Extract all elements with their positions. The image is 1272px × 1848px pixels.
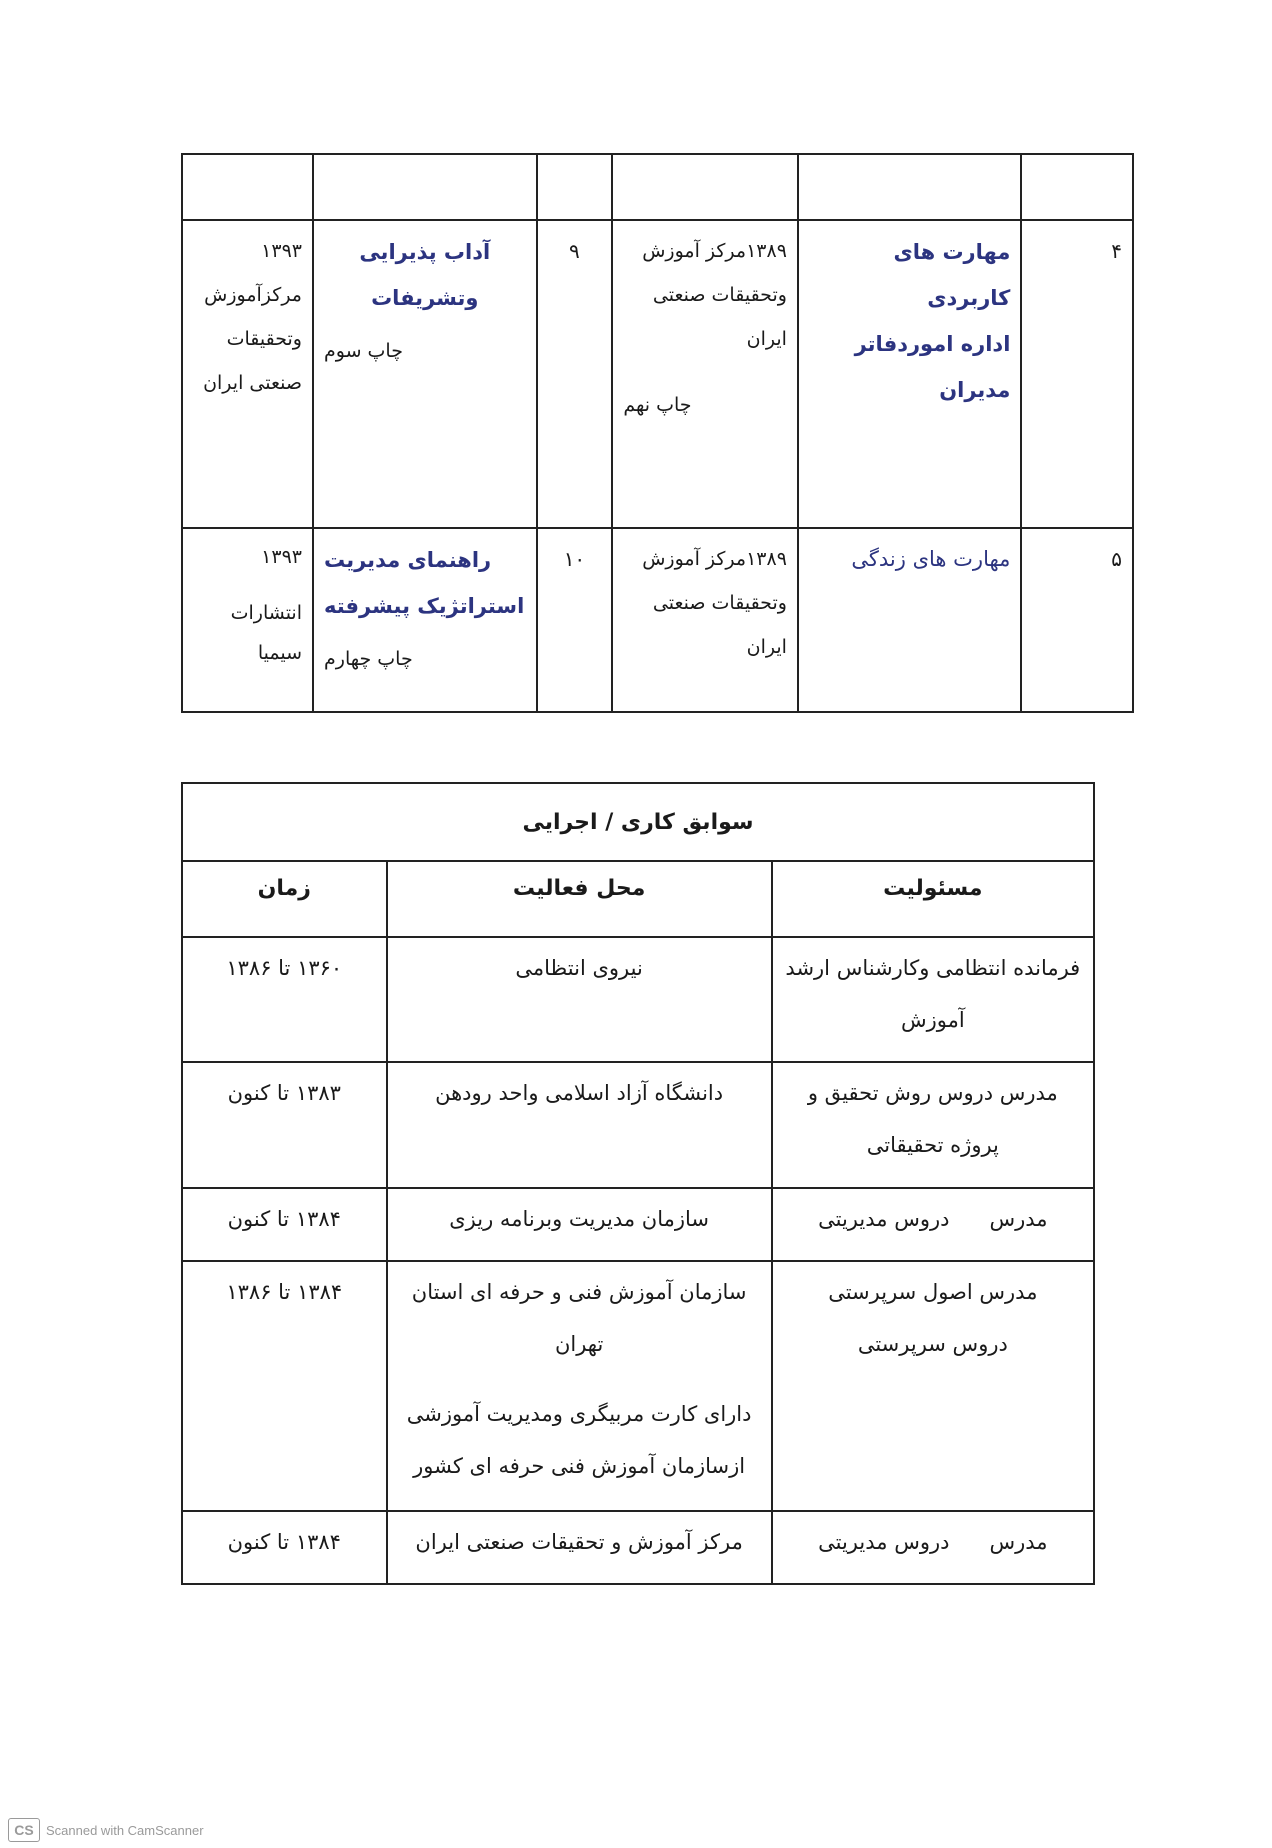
- table-row: [182, 1511, 1094, 1584]
- books-row-4: [182, 220, 1133, 528]
- time-cell: ۱۳۸۳ تا کنون: [182, 1062, 387, 1188]
- camscanner-logo: CS: [8, 1818, 40, 1842]
- publisher-line: مرکزآموزش: [204, 284, 302, 306]
- book-title-cell: [798, 220, 1021, 528]
- text-line: دروس سرپرستی: [857, 1332, 1008, 1356]
- table-row: [182, 937, 1094, 1062]
- work-title: سوابق کاری / اجرایی: [182, 783, 1094, 861]
- row-number: [1021, 220, 1133, 528]
- time-cell: ۱۳۸۴ تا کنون: [182, 1188, 387, 1261]
- text-line: آموزش: [900, 1008, 965, 1032]
- book-title: [799, 529, 1020, 589]
- place-cell: [387, 1062, 772, 1188]
- row-number-text: ۴: [1111, 239, 1122, 263]
- publisher-cell: [612, 528, 798, 712]
- publisher: [613, 529, 797, 677]
- responsibility-cell: [772, 1511, 1094, 1584]
- place-cell: [387, 937, 772, 1062]
- row-number: [1021, 528, 1133, 712]
- publisher-line: وتحقیقات صنعتی: [652, 592, 787, 614]
- place-cell: [387, 1511, 772, 1584]
- book-title: [799, 221, 1020, 421]
- responsibility-cell: [772, 1188, 1094, 1261]
- publisher: [613, 221, 797, 435]
- header-responsibility: مسئولیت: [772, 861, 1094, 937]
- publisher-cell: [182, 220, 313, 528]
- book-title-cell: [313, 528, 537, 712]
- text-part: دروس مدیریتی: [818, 1530, 950, 1554]
- edition: چاپ سوم: [324, 340, 403, 362]
- book-title-cell: [798, 528, 1021, 712]
- books-table: [181, 153, 1134, 713]
- edition: چاپ چهارم: [324, 648, 413, 670]
- book-title-line: اداره اموردفاتر مدیران: [854, 332, 1011, 402]
- book-title-line: آداب پذیرایی: [359, 240, 491, 264]
- books-cell: [1021, 154, 1133, 220]
- time-cell: ۱۳۸۴ تا ۱۳۸۶: [182, 1261, 387, 1511]
- table-row: [182, 1188, 1094, 1261]
- header-place: محل فعالیت: [387, 861, 772, 937]
- books-cell: [537, 154, 613, 220]
- books-cell: [313, 154, 537, 220]
- time-cell: ۱۳۸۴ تا کنون: [182, 1511, 387, 1584]
- publisher-line: ۱۳۸۹مرکز آموزش: [642, 548, 787, 570]
- row-number: [537, 220, 613, 528]
- text-line: ازسازمان آموزش فنی حرفه ای کشور: [413, 1454, 746, 1478]
- row-number: [537, 528, 613, 712]
- watermark-text: Scanned with CamScanner: [46, 1822, 204, 1838]
- text-part: مدرس: [989, 1530, 1048, 1554]
- header-time: زمان: [182, 861, 387, 937]
- text-part: دروس مدیریتی: [818, 1207, 950, 1231]
- publisher-line: صنعتی ایران: [203, 372, 302, 394]
- text-line: مرکز آموزش و تحقیقات صنعتی ایران: [415, 1530, 743, 1554]
- book-title: [314, 529, 536, 637]
- publisher-line: ۱۳۸۹مرکز آموزش: [642, 240, 787, 262]
- publisher-cell: [612, 220, 798, 528]
- publisher-line: ایران: [746, 328, 787, 350]
- books-empty-row: [182, 154, 1133, 220]
- place-cell: [387, 1261, 772, 1511]
- row-number-text: ۵: [1111, 547, 1122, 571]
- publisher-line: سیمیا: [257, 642, 302, 664]
- table-row: [182, 1062, 1094, 1188]
- book-title-line: مهارت های کاربردی: [893, 240, 1011, 310]
- camscanner-watermark: [8, 1818, 204, 1842]
- place-cell: [387, 1188, 772, 1261]
- books-cell: [182, 154, 313, 220]
- publisher-cell: [182, 528, 313, 712]
- book-title-line: راهنمای مدیریت: [324, 548, 492, 572]
- text-line: سازمان مدیریت وبرنامه ریزی: [449, 1207, 709, 1231]
- book-title-line: مهارت های زندگی: [851, 547, 1011, 571]
- text-line: دارای کارت مربیگری ومدیریت آموزشی: [406, 1402, 752, 1426]
- text-line: سازمان آموزش فنی و حرفه ای استان: [411, 1280, 747, 1304]
- work-header-row: [182, 861, 1094, 937]
- work-history-table: [181, 782, 1095, 1585]
- book-title-cell: [313, 220, 537, 528]
- publisher-line: وتحقیقات صنعتی: [652, 284, 787, 306]
- publisher-line: وتحقیقات: [226, 328, 302, 350]
- text-line: فرمانده انتظامی وکارشناس ارشد: [785, 956, 1081, 980]
- books-cell: [798, 154, 1021, 220]
- book-title-line: وتشریفات: [371, 286, 479, 310]
- responsibility-cell: [772, 1062, 1094, 1188]
- time-cell: ۱۳۶۰ تا ۱۳۸۶: [182, 937, 387, 1062]
- responsibility-cell: [772, 1261, 1094, 1511]
- publisher: [183, 529, 312, 681]
- book-title: [314, 221, 536, 329]
- responsibility-cell: [772, 937, 1094, 1062]
- publisher-line: ایران: [746, 636, 787, 658]
- publisher: [183, 221, 312, 413]
- text-line: مدرس دروس روش تحقیق و: [807, 1081, 1058, 1105]
- text-line: تهران: [554, 1332, 604, 1356]
- books-row-5: [182, 528, 1133, 712]
- edition: چاپ نهم: [623, 394, 692, 416]
- row-number-text: ۹: [569, 239, 580, 263]
- books-cell: [612, 154, 798, 220]
- text-part: مدرس: [989, 1207, 1048, 1231]
- table-row: [182, 1261, 1094, 1511]
- row-number-text: ۱۰: [563, 547, 586, 571]
- publisher-line: ۱۳۹۳: [261, 546, 302, 568]
- text-line: مدرس اصول سرپرستی: [828, 1280, 1038, 1304]
- text-line: دانشگاه آزاد اسلامی واحد رودهن: [435, 1081, 724, 1105]
- work-title-row: [182, 783, 1094, 861]
- publisher-line: انتشارات: [230, 602, 302, 624]
- text-line: نیروی انتظامی: [515, 956, 643, 980]
- publisher-line: ۱۳۹۳: [261, 240, 302, 262]
- text-line: پروژه تحقیقاتی: [866, 1133, 999, 1157]
- book-title-line: استراتژیک پیشرفته: [324, 594, 525, 618]
